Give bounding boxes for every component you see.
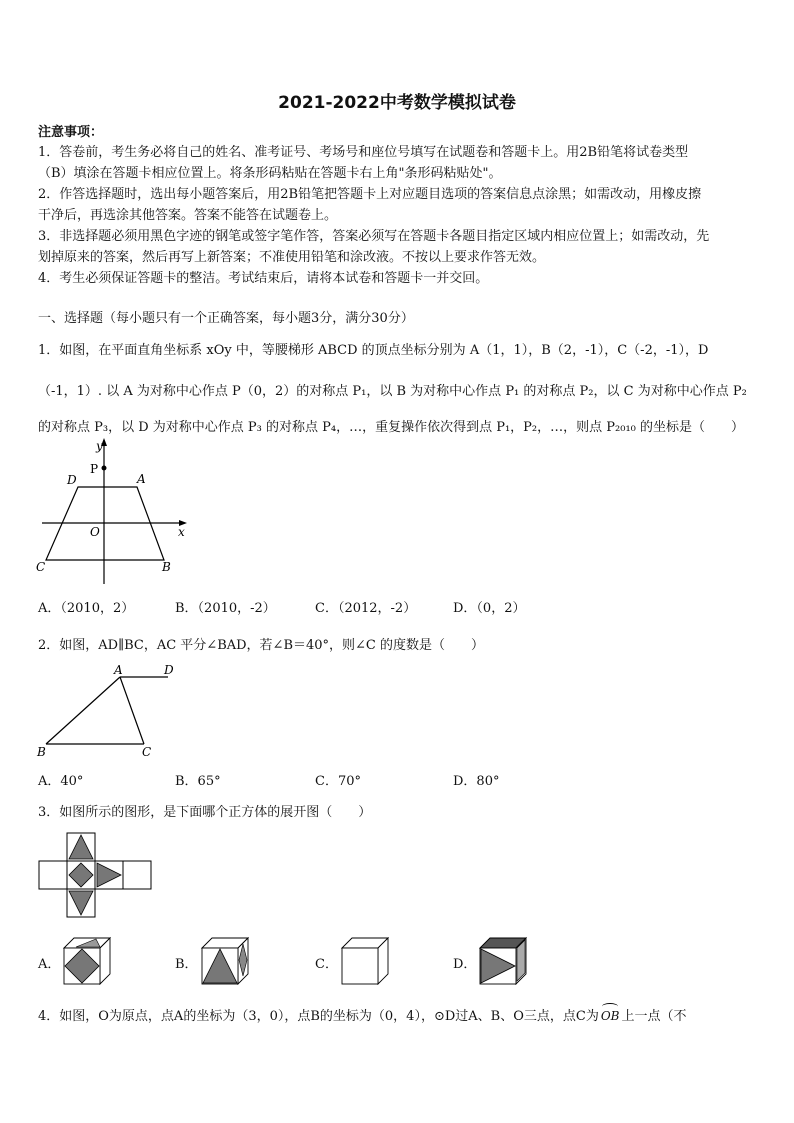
q1-label-c: C bbox=[36, 560, 46, 574]
q1-stem-line2: （-1，1）. 以 A 为对称中心作点 P（0，2）的对称点 P₁，以 B 为对称中心作点 P₁ 的对称点 P₂，以 C 为对称中心作点 P₂ bbox=[38, 384, 747, 399]
q3-cube-a-figure bbox=[62, 936, 114, 986]
q1-label-b: B bbox=[162, 560, 171, 574]
q1-stem-line1: 1．如图，在平面直角坐标系 xOy 中，等腰梯形 ABCD 的顶点坐标分别为 A（1，1），B（2，-1），C（-2，-1），D bbox=[38, 343, 709, 358]
q3-cube-net-figure bbox=[38, 832, 158, 922]
q1-option-b: B．（2010，-2） bbox=[175, 601, 276, 616]
q3-option-a: A． bbox=[38, 957, 61, 972]
page-title: 2021-2022中考数学模拟试卷 bbox=[278, 93, 516, 113]
q1-label-d: D bbox=[67, 473, 77, 487]
q2-label-d: D bbox=[164, 663, 174, 677]
q2-option-b: B．65° bbox=[175, 774, 221, 789]
q1-option-d: D．（0，2） bbox=[453, 601, 526, 616]
notes-heading: 注意事项： bbox=[38, 125, 104, 140]
notes-line: 1．答卷前，考生务必将自己的姓名、准考证号、考场号和座位号填写在试题卷和答题卡上。用2B铅笔将试卷类型 bbox=[38, 145, 689, 160]
section-heading: 一、选择题（每小题只有一个正确答案，每小题3分，满分30分） bbox=[38, 311, 414, 326]
q4-arc-label: OB bbox=[601, 1009, 620, 1023]
q1-label-x: x bbox=[178, 525, 185, 539]
q2-label-b: B bbox=[37, 745, 46, 759]
q2-option-c: C．70° bbox=[315, 774, 361, 789]
q1-trapezoid-figure bbox=[34, 436, 194, 586]
q3-cube-d-figure bbox=[478, 936, 530, 986]
q1-option-c: C．（2012，-2） bbox=[315, 601, 417, 616]
notes-line: （B）填涂在答题卡相应位置上。将条形码粘贴在答题卡右上角"条形码粘贴处"。 bbox=[38, 166, 502, 181]
q3-option-c: C． bbox=[315, 957, 338, 972]
q3-cube-c-figure bbox=[340, 936, 392, 986]
notes-line: 干净后，再选涂其他答案。答案不能答在试题卷上。 bbox=[38, 208, 338, 223]
q1-stem-line3: 的对称点 P₃，以 D 为对称中心作点 P₃ 的对称点 P₄，…，重复操作依次得到点 P₁，P₂，…，则点 P₂₀₁₀ 的坐标是（ ） bbox=[38, 420, 744, 435]
q3-cube-b-figure bbox=[200, 936, 252, 986]
notes-line: 3．非选择题必须用黑色字迹的钢笔或签字笔作答，答案必须写在答题卡各题目指定区域内相应位置上；如需改动，先 bbox=[38, 229, 710, 244]
notes-line: 4．考生必须保证答题卡的整洁。考试结束后，请将本试卷和答题卡一并交回。 bbox=[38, 271, 489, 286]
q1-label-p: P bbox=[90, 462, 99, 476]
q2-label-a: A bbox=[114, 663, 123, 677]
q2-triangle-figure bbox=[34, 660, 184, 760]
q2-option-d: D．80° bbox=[453, 774, 500, 789]
q3-option-b: B． bbox=[175, 957, 198, 972]
q4-stem-text: 4．如图，O为原点，点A的坐标为（3，0），点B的坐标为（0，4），⊙D过A、B、O三点，点C为 bbox=[38, 1009, 599, 1024]
q2-label-c: C bbox=[142, 745, 152, 759]
q1-label-o: O bbox=[90, 525, 100, 539]
q3-stem: 3．如图所示的图形，是下面哪个正方体的展开图（ ） bbox=[38, 805, 372, 820]
notes-line: 划掉原来的答案，然后再写上新答案；不准使用铅笔和涂改液。不按以上要求作答无效。 bbox=[38, 250, 546, 265]
q4-stem-tail: 上一点（不 bbox=[621, 1009, 687, 1024]
q2-stem: 2．如图，AD∥BC，AC 平分∠BAD，若∠B＝40°，则∠C 的度数是（ ） bbox=[38, 638, 485, 653]
arc-mark-icon bbox=[602, 1003, 619, 1010]
notes-line: 2．作答选择题时，选出每小题答案后，用2B铅笔把答题卡上对应题目选项的答案信息点涂黑；如需改动，用橡皮擦 bbox=[38, 187, 702, 202]
q1-label-y: y bbox=[96, 439, 103, 453]
q4-stem bbox=[38, 1005, 687, 1024]
q2-option-a: A．40° bbox=[38, 774, 84, 789]
q1-option-a: A．（2010，2） bbox=[38, 601, 135, 616]
q1-label-a: A bbox=[137, 472, 146, 486]
q3-option-d: D． bbox=[453, 957, 477, 972]
